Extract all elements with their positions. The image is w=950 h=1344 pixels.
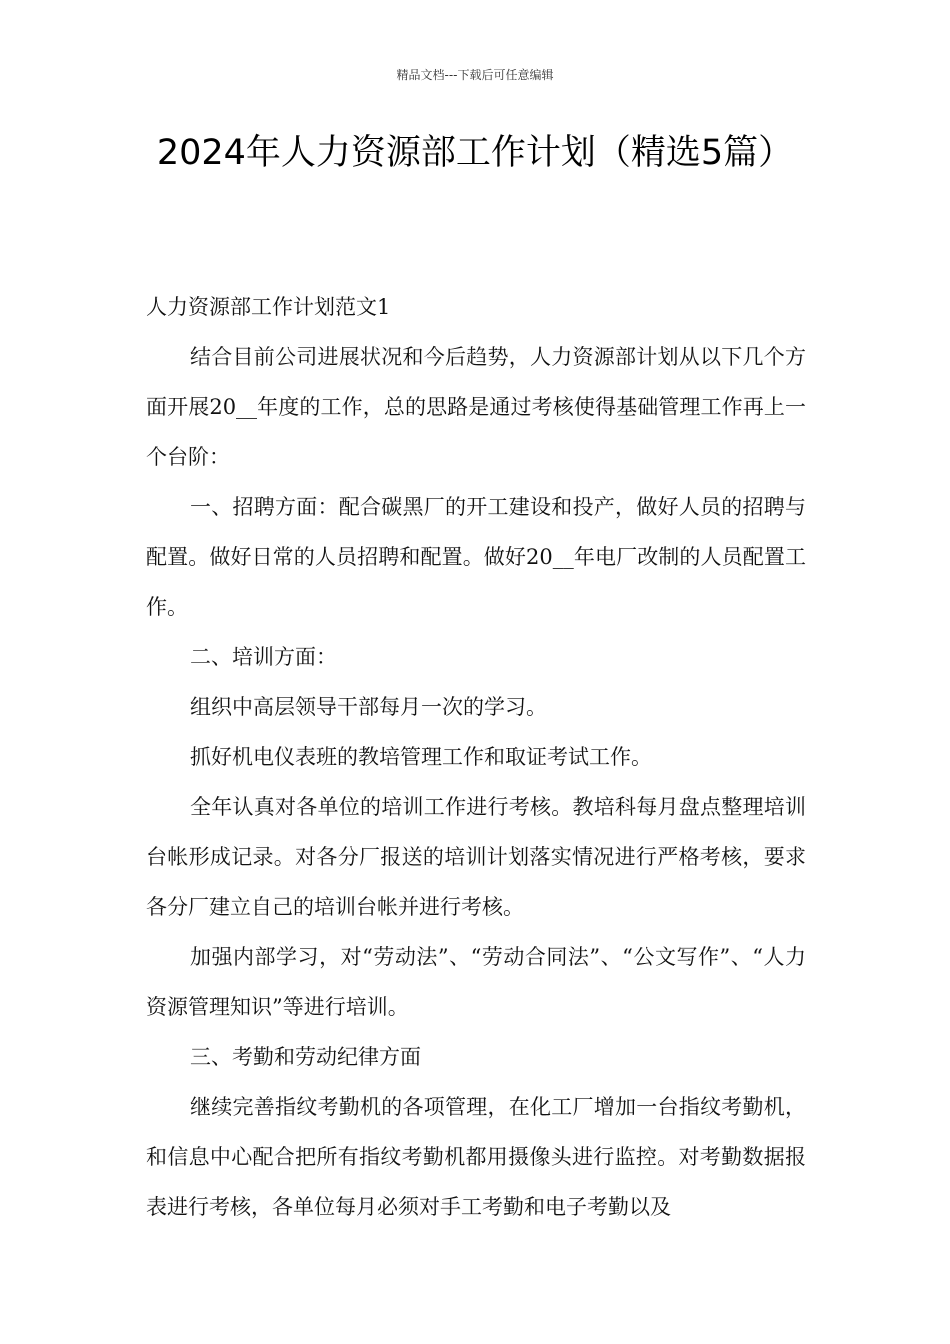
- document-body: [146, 282, 806, 1232]
- header-note: 精品文档---下载后可任意编辑: [396, 68, 554, 82]
- paragraph: 继续完善指纹考勤机的各项管理，在化工厂增加一台指纹考勤机，和信息中心配合把所有指纹考勤机都用摄像头进行监控。对考勤数据报表进行考核，各单位每月必须对手工考勤和电子考勤以及: [146, 1095, 806, 1219]
- paragraph: 全年认真对各单位的培训工作进行考核。教培科每月盘点整理培训台帐形成记录。对各分厂报送的培训计划落实情况进行严格考核，要求各分厂建立自己的培训台帐并进行考核。: [146, 795, 806, 919]
- paragraph: 组织中高层领导干部每月一次的学习。: [190, 695, 547, 719]
- paragraph: 抓好机电仪表班的教培管理工作和取证考试工作。: [190, 745, 652, 769]
- paragraph: 结合目前公司进展状况和今后趋势，人力资源部计划从以下几个方面开展20__年度的工作，总的思路是通过考核使得基础管理工作再上一个台阶：: [146, 345, 806, 469]
- paragraph: 加强内部学习，对“劳动法”、“劳动合同法”、“公文写作”、“人力资源管理知识”等进行培训。: [146, 945, 806, 1019]
- paragraph: 二、培训方面：: [190, 645, 337, 669]
- paragraph: 一、招聘方面：配合碳黑厂的开工建设和投产，做好人员的招聘与配置。做好日常的人员招聘和配置。做好20__年电厂改制的人员配置工作。: [146, 495, 806, 619]
- section-heading: 人力资源部工作计划范文1: [146, 295, 391, 319]
- document-title: 2024年人力资源部工作计划（精选5篇）: [156, 133, 794, 173]
- paragraph: 三、考勤和劳动纪律方面: [190, 1045, 421, 1069]
